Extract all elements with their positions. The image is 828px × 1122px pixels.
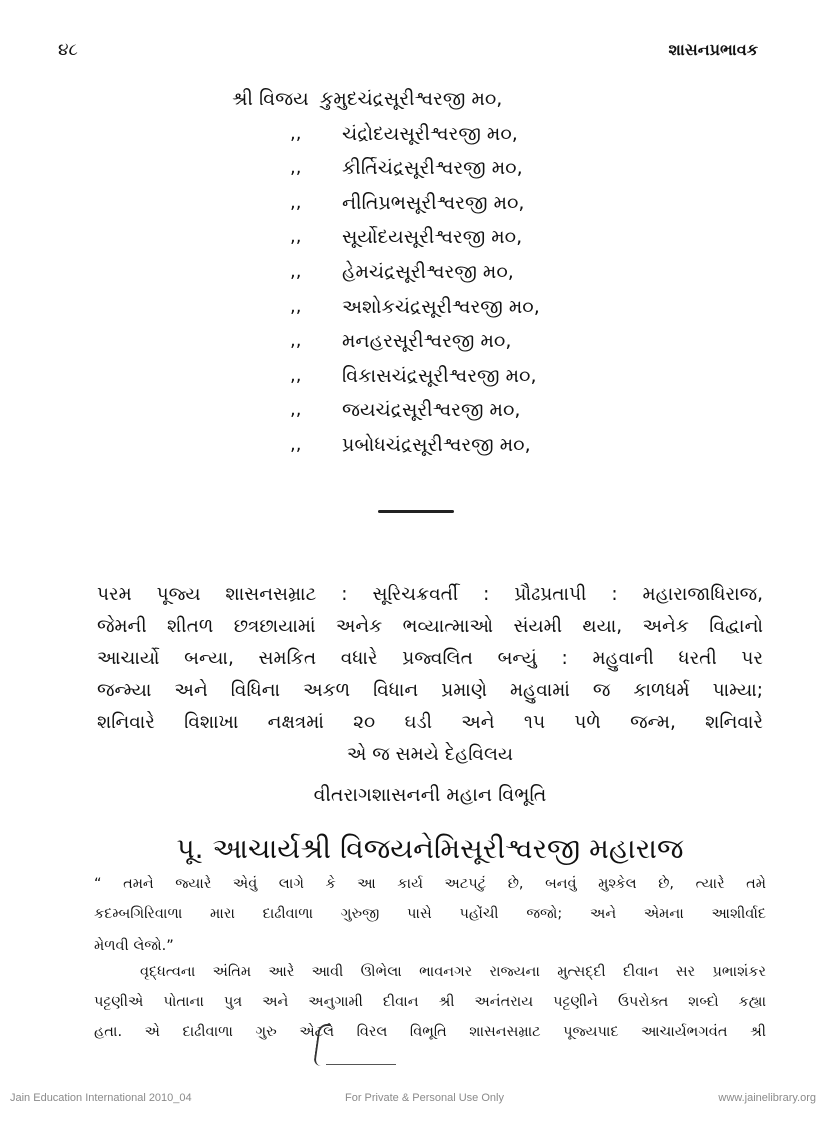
ditto-mark: ,, [290,295,302,317]
body-line: પટ્ટણીએ પોતાના પુત્ર અને અનુગામી દીવાન શ્રી અનંતરાય પટ્ટણીને ઉપરોક્ત શબ્દો કહ્યા [94,994,766,1010]
intro-last-line: એ જ સમયે દેહવિલય [346,744,514,765]
intro-line: શનિવારે વિશાખા નક્ષત્રમાં ૨૦ ઘડી અને ૧૫ પળે જન્મ, શનિવારે [97,712,763,733]
list-item [0,157,828,191]
ditto-mark: ,, [290,330,302,352]
acharya-name: હેમચંદ્રસૂરીશ્વરજી મ૦, [342,261,514,283]
acharya-name: કુમુદચંદ્રસૂરીશ્વરજી મ૦, [320,88,503,110]
ditto-mark: ,, [290,122,302,144]
intro-line: પરમ પૂજ્ય શાસનસમ્રાટ : સૂરિચક્રવર્તી : પ્રૌઢપ્રતાપી : મહારાજાધિરાજ, [97,584,763,605]
ditto-mark: ,, [290,226,302,248]
acharya-name: જયચંદ્રસૂરીશ્વરજી મ૦, [342,399,521,422]
list-item [0,434,828,468]
quote-line: મેળવી લેજો.” [94,938,174,954]
acharya-name: ચંદ્રોદયસૂરીશ્વરજી મ૦, [342,122,518,145]
page-number: ૪૮ [58,40,78,60]
handwritten-underline [326,1064,396,1065]
acharya-name: વિકાસચંદ્રસૂરીશ્વરજી મ૦, [342,364,537,387]
acharya-name: સૂર્યોદયસૂરીશ્વરજી મ૦, [342,226,523,249]
list-item [0,399,828,433]
intro-line: જન્મ્યા અને વિધિના અકળ વિધાન પ્રમાણે મહુવામાં જ કાળધર્મ પામ્યા; [97,680,763,701]
running-title: શાસનપ્રભાવક [668,40,758,59]
list-item [0,296,828,330]
footer-website-link[interactable]: www.jainelibrary.org [718,1092,816,1104]
acharya-name: અશોકચંદ્રસૂરીશ્વરજી મ૦, [342,295,540,318]
list-item [0,192,828,226]
ditto-mark: ,, [290,364,302,386]
intro-line: આચાર્યો બન્યા, સમકિત વધારે પ્રજ્વલિત બન્યું : મહુવાની ધરતી પર [97,648,763,669]
list-item [0,226,828,260]
ditto-mark: ,, [290,434,302,455]
footer-publisher: Jain Education International 2010_04 [10,1092,192,1104]
quote-line: “ તમને જ્યારે એવું લાગે કે આ કાર્ય અટપટું છે, બનવું મુશ્કેલ છે, ત્યારે તમે [94,876,766,892]
list-item [0,261,828,295]
ditto-mark: ,, [290,191,302,213]
acharya-name: પ્રબોધચંદ્રસૂરીશ્વરજી મ૦, [342,434,531,456]
body-line: હતા. એ દાઢીવાળા ગુરુ એટલે વિરલ વિભૂતિ શાસનસમ્રાટ પૂજ્યપાદ આચાર્યભગવંત શ્રી [94,1024,766,1040]
list-item [0,123,828,157]
ditto-mark: ,, [290,399,302,421]
ditto-mark: ,, [290,157,302,179]
subheading: વીતરાગશાસનની મહાન વિભૂતિ [313,784,547,806]
list-item [0,330,828,364]
list-item [0,88,828,122]
intro-line: જેમની શીતળ છત્રછાયામાં અનેક ભવ્યાત્માઓ સંયમી થયા, અનેક વિદ્વાનો [97,616,763,637]
acharya-name: નીતિપ્રભસૂરીશ્વરજી મ૦, [342,191,525,214]
ditto-mark: ,, [290,261,302,282]
separator-ornament [378,510,454,513]
quote-line: કદમ્બગિરિવાળા મારા દાઢીવાળા ગુરુજી પાસે પહોંચી જજો; અને એમના આશીર્વાદ [94,906,766,922]
acharya-name: કીર્તિચંદ્રસૂરીશ્વરજી મ૦, [342,157,523,180]
list-prefix: શ્રી વિજય [232,88,309,110]
page-title: પૂ. આચાર્યશ્રી વિજયનેમિસૂરીશ્વરજી મહારાજ [176,832,684,865]
acharya-name: મનહરસૂરીશ્વરજી મ૦, [342,330,512,353]
list-item [0,365,828,399]
body-line: વૃદ્ધત્વના અંતિમ આરે આવી ઊભેલા ભાવનગર રાજ્યના મુત્સદ્દી દીવાન સર પ્રભાશંકર [140,964,766,980]
footer-usage-note: For Private & Personal Use Only [345,1092,504,1104]
